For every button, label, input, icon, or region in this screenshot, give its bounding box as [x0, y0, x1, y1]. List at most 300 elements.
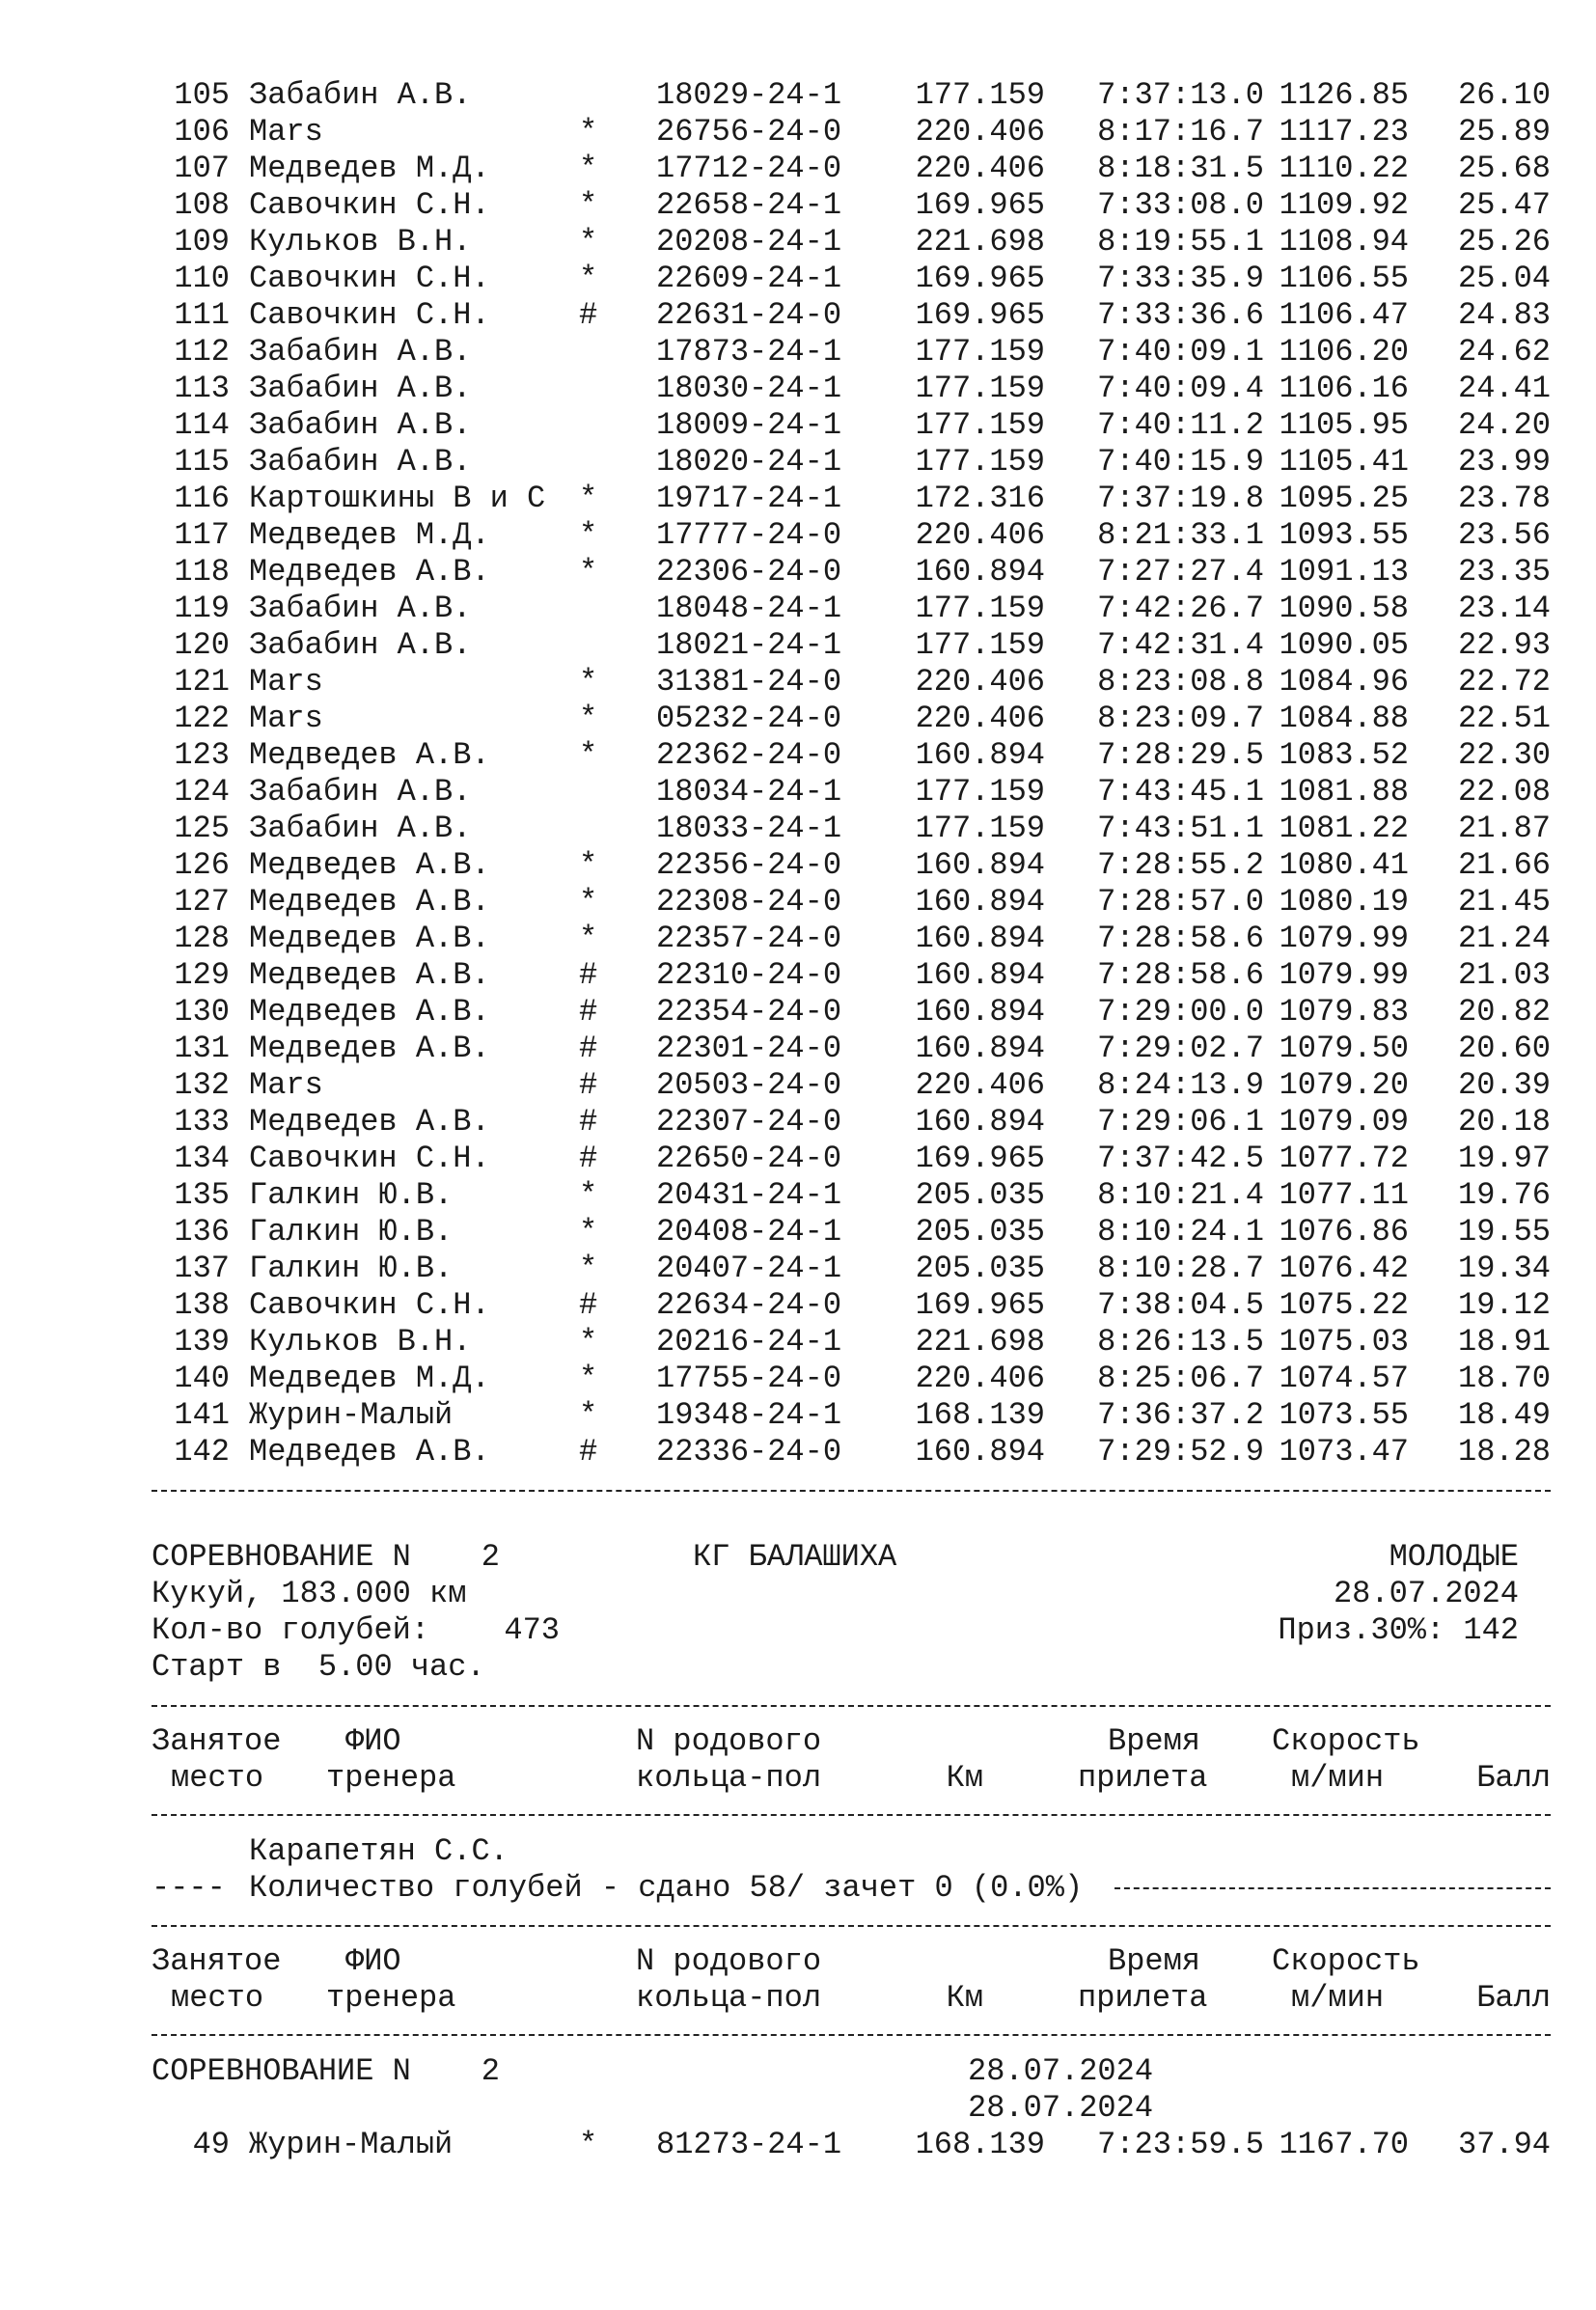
cell-ring: 18021-24-1	[656, 627, 842, 663]
cell-time: 8:17:16.7	[1097, 114, 1264, 150]
cell-points: 21.87	[1457, 811, 1551, 846]
cell-km: 160.894	[915, 847, 1045, 883]
cell-speed: 1117.23	[1279, 114, 1409, 150]
cell-name: Журин-Малый	[249, 2127, 454, 2162]
cell-ring: 18020-24-1	[656, 444, 842, 480]
cell-time: 8:18:31.5	[1097, 151, 1264, 186]
cell-speed: 1109.92	[1279, 187, 1409, 223]
cell-speed: 1110.22	[1279, 151, 1409, 186]
column-header: Занятое ФИО N родового Время Скорость	[151, 1723, 1420, 1759]
cell-speed: 1079.99	[1279, 921, 1409, 956]
cell-ring: 22357-24-0	[656, 921, 842, 956]
cell-points: 23.56	[1457, 517, 1551, 553]
cell-points: 25.68	[1457, 151, 1551, 186]
cell-time: 8:10:24.1	[1097, 1214, 1264, 1250]
cell-points: 24.83	[1457, 297, 1551, 333]
cell-speed: 1074.57	[1279, 1361, 1409, 1396]
cell-points: 18.70	[1457, 1361, 1551, 1396]
race-date: 28.07.2024	[1333, 1576, 1519, 1611]
cell-time: 8:25:06.7	[1097, 1361, 1264, 1396]
cell-time: 7:37:42.5	[1097, 1141, 1264, 1176]
cell-ring: 22362-24-0	[656, 737, 842, 773]
cell-mark: *	[579, 481, 598, 516]
cell-place: 107	[174, 151, 230, 186]
cell-ring: 22336-24-0	[656, 1434, 842, 1470]
cell-mark: #	[579, 957, 598, 993]
cell-place: 108	[174, 187, 230, 223]
cell-km: 160.894	[915, 554, 1045, 590]
cell-place: 114	[174, 407, 230, 443]
cell-ring: 20503-24-0	[656, 1067, 842, 1103]
cell-km: 205.035	[915, 1251, 1045, 1286]
cell-place: 112	[174, 334, 230, 370]
cell-km: 169.965	[915, 1287, 1045, 1323]
cell-speed: 1126.85	[1279, 77, 1409, 113]
cell-points: 21.24	[1457, 921, 1551, 956]
club-name: КГ БАЛАШИХА	[693, 1539, 897, 1575]
cell-name: Забабин А.В.	[249, 334, 472, 370]
cell-time: 7:36:37.2	[1097, 1397, 1264, 1433]
cell-points: 23.99	[1457, 444, 1551, 480]
cell-points: 20.82	[1457, 994, 1551, 1030]
birds-label: Кол-во голубей:	[151, 1612, 430, 1648]
cell-mark: *	[579, 847, 598, 883]
cell-speed: 1167.70	[1279, 2127, 1409, 2162]
cell-time: 8:24:13.9	[1097, 1067, 1264, 1103]
cell-speed: 1079.09	[1279, 1104, 1409, 1140]
cell-points: 19.97	[1457, 1141, 1551, 1176]
cell-mark: *	[579, 737, 598, 773]
cell-name: Забабин А.В.	[249, 811, 472, 846]
cell-speed: 1075.22	[1279, 1287, 1409, 1323]
cell-speed: 1084.88	[1279, 701, 1409, 736]
cell-points: 25.04	[1457, 261, 1551, 296]
cell-time: 7:40:09.1	[1097, 334, 1264, 370]
cell-km: 172.316	[915, 481, 1045, 516]
trainer-summary: ---- Количество голубей - сдано 58/ зачет 0 (0.0%)	[0, 1870, 74, 1907]
cell-km: 177.159	[915, 371, 1045, 406]
competition-title: СОРЕВНОВАНИЕ N	[151, 1539, 411, 1575]
cell-points: 21.45	[1457, 884, 1551, 920]
cell-name: Кульков В.Н.	[249, 224, 472, 260]
cell-speed: 1106.20	[1279, 334, 1409, 370]
cell-ring: 18029-24-1	[656, 77, 842, 113]
cell-time: 8:23:09.7	[1097, 701, 1264, 736]
cell-time: 7:28:55.2	[1097, 847, 1264, 883]
cell-place: 116	[174, 481, 230, 516]
cell-km: 220.406	[915, 701, 1045, 736]
cell-points: 20.39	[1457, 1067, 1551, 1103]
cell-name: Медведев А.В.	[249, 1434, 490, 1470]
cell-speed: 1084.96	[1279, 664, 1409, 700]
cell-name: Медведев М.Д.	[249, 1361, 490, 1396]
cell-km: 220.406	[915, 1067, 1045, 1103]
cell-speed: 1095.25	[1279, 481, 1409, 516]
cell-time: 8:26:13.5	[1097, 1324, 1264, 1360]
cell-km: 160.894	[915, 994, 1045, 1030]
cell-mark: *	[579, 1214, 598, 1250]
cell-mark: *	[579, 701, 598, 736]
cell-place: 139	[174, 1324, 230, 1360]
trainer-name: Карапетян С.С.	[249, 1833, 509, 1869]
cell-ring: 20431-24-1	[656, 1177, 842, 1213]
cell-name: Медведев А.В.	[249, 994, 490, 1030]
cell-mark: *	[579, 1397, 598, 1433]
cell-place: 142	[174, 1434, 230, 1470]
cell-place: 110	[174, 261, 230, 296]
cell-time: 7:33:08.0	[1097, 187, 1264, 223]
cell-points: 23.14	[1457, 591, 1551, 626]
cell-time: 7:28:58.6	[1097, 921, 1264, 956]
cell-ring: 20216-24-1	[656, 1324, 842, 1360]
cell-name: Медведев А.В.	[249, 847, 490, 883]
cell-time: 7:28:57.0	[1097, 884, 1264, 920]
cell-km: 221.698	[915, 224, 1045, 260]
cell-place: 129	[174, 957, 230, 993]
cell-time: 8:19:55.1	[1097, 224, 1264, 260]
cell-mark: *	[579, 261, 598, 296]
cell-points: 19.76	[1457, 1177, 1551, 1213]
cell-mark: #	[579, 1141, 598, 1176]
race-location: Кукуй, 183.000 км	[151, 1576, 467, 1611]
cell-mark: *	[579, 187, 598, 223]
cell-km: 220.406	[915, 1361, 1045, 1396]
cell-ring: 18033-24-1	[656, 811, 842, 846]
cell-name: Галкин Ю.В.	[249, 1214, 454, 1250]
cell-place: 124	[174, 774, 230, 810]
cell-mark: *	[579, 1324, 598, 1360]
cell-ring: 22354-24-0	[656, 994, 842, 1030]
cell-ring: 19348-24-1	[656, 1397, 842, 1433]
cell-place: 117	[174, 517, 230, 553]
cell-km: 177.159	[915, 591, 1045, 626]
cell-km: 160.894	[915, 884, 1045, 920]
cell-mark: *	[579, 224, 598, 260]
cell-place: 106	[174, 114, 230, 150]
cell-speed: 1093.55	[1279, 517, 1409, 553]
cell-mark: *	[579, 884, 598, 920]
cell-place: 123	[174, 737, 230, 773]
cell-name: Забабин А.В.	[249, 77, 472, 113]
cell-speed: 1077.11	[1279, 1177, 1409, 1213]
cell-speed: 1073.47	[1279, 1434, 1409, 1470]
cell-speed: 1081.88	[1279, 774, 1409, 810]
cell-speed: 1108.94	[1279, 224, 1409, 260]
cell-mark: #	[579, 297, 598, 333]
cell-km: 160.894	[915, 921, 1045, 956]
cell-ring: 20208-24-1	[656, 224, 842, 260]
cell-km: 177.159	[915, 334, 1045, 370]
cell-time: 7:29:52.9	[1097, 1434, 1264, 1470]
cell-place: 136	[174, 1214, 230, 1250]
cell-km: 220.406	[915, 664, 1045, 700]
cell-mark: *	[579, 151, 598, 186]
cell-name: Медведев А.В.	[249, 554, 490, 590]
cell-ring: 20408-24-1	[656, 1214, 842, 1250]
cell-km: 160.894	[915, 737, 1045, 773]
divider	[151, 1705, 1551, 1707]
cell-name: Кульков В.Н.	[249, 1324, 472, 1360]
cell-speed: 1079.50	[1279, 1031, 1409, 1066]
cell-points: 20.18	[1457, 1104, 1551, 1140]
cell-speed: 1076.42	[1279, 1251, 1409, 1286]
cell-ring: 22650-24-0	[656, 1141, 842, 1176]
cell-points: 23.35	[1457, 554, 1551, 590]
cell-name: Mars	[249, 701, 323, 736]
cell-points: 19.12	[1457, 1287, 1551, 1323]
cell-name: Медведев А.В.	[249, 1104, 490, 1140]
cell-mark: *	[579, 554, 598, 590]
cell-km: 169.965	[915, 297, 1045, 333]
cell-time: 7:43:45.1	[1097, 774, 1264, 810]
cell-mark: #	[579, 1104, 598, 1140]
cell-time: 8:10:21.4	[1097, 1177, 1264, 1213]
cell-ring: 26756-24-0	[656, 114, 842, 150]
cell-name: Галкин Ю.В.	[249, 1251, 454, 1286]
cell-place: 121	[174, 664, 230, 700]
cell-points: 22.30	[1457, 737, 1551, 773]
divider	[151, 1925, 1551, 1927]
cell-name: Забабин А.В.	[249, 774, 472, 810]
cell-mark: *	[579, 664, 598, 700]
cell-speed: 1083.52	[1279, 737, 1409, 773]
cell-points: 22.08	[1457, 774, 1551, 810]
cell-time: 7:29:00.0	[1097, 994, 1264, 1030]
cell-speed: 1077.72	[1279, 1141, 1409, 1176]
cell-km: 160.894	[915, 1104, 1045, 1140]
cell-name: Медведев А.В.	[249, 1031, 490, 1066]
cell-km: 168.139	[915, 1397, 1045, 1433]
cell-name: Медведев А.В.	[249, 737, 490, 773]
cell-km: 160.894	[915, 1031, 1045, 1066]
cell-speed: 1073.55	[1279, 1397, 1409, 1433]
cell-speed: 1091.13	[1279, 554, 1409, 590]
cell-place: 49	[192, 2127, 230, 2162]
cell-mark: *	[579, 1251, 598, 1286]
cell-name: Галкин Ю.В.	[249, 1177, 454, 1213]
cell-km: 169.965	[915, 261, 1045, 296]
cell-km: 160.894	[915, 1434, 1045, 1470]
cell-place: 113	[174, 371, 230, 406]
cell-place: 131	[174, 1031, 230, 1066]
cell-speed: 1090.05	[1279, 627, 1409, 663]
cell-name: Забабин А.В.	[249, 371, 472, 406]
cell-ring: 18034-24-1	[656, 774, 842, 810]
cell-points: 19.34	[1457, 1251, 1551, 1286]
cell-km: 220.406	[915, 114, 1045, 150]
cell-place: 115	[174, 444, 230, 480]
cell-name: Забабин А.В.	[249, 591, 472, 626]
cell-points: 24.62	[1457, 334, 1551, 370]
cell-time: 7:40:15.9	[1097, 444, 1264, 480]
cell-ring: 18048-24-1	[656, 591, 842, 626]
cell-time: 7:29:02.7	[1097, 1031, 1264, 1066]
cell-mark: #	[579, 1434, 598, 1470]
cell-ring: 22308-24-0	[656, 884, 842, 920]
column-header: Занятое ФИО N родового Время Скорость	[151, 1943, 1420, 1979]
cell-points: 18.28	[1457, 1434, 1551, 1470]
cell-time: 7:37:13.0	[1097, 77, 1264, 113]
cell-place: 127	[174, 884, 230, 920]
cell-speed: 1106.47	[1279, 297, 1409, 333]
cell-name: Медведев М.Д.	[249, 517, 490, 553]
cell-name: Забабин А.В.	[249, 444, 472, 480]
cell-place: 105	[174, 77, 230, 113]
cell-place: 134	[174, 1141, 230, 1176]
cell-km: 177.159	[915, 407, 1045, 443]
cell-speed: 1080.19	[1279, 884, 1409, 920]
cell-speed: 1079.20	[1279, 1067, 1409, 1103]
cell-ring: 17712-24-0	[656, 151, 842, 186]
cell-name: Савочкин С.Н.	[249, 1287, 490, 1323]
cell-km: 177.159	[915, 811, 1045, 846]
cell-ring: 81273-24-1	[656, 2127, 842, 2162]
cell-name: Савочкин С.Н.	[249, 297, 490, 333]
cell-km: 168.139	[915, 2127, 1045, 2162]
cell-speed: 1079.83	[1279, 994, 1409, 1030]
cell-place: 133	[174, 1104, 230, 1140]
cell-km: 221.698	[915, 1324, 1045, 1360]
cell-place: 122	[174, 701, 230, 736]
cell-place: 111	[174, 297, 230, 333]
cell-points: 25.26	[1457, 224, 1551, 260]
cell-ring: 18030-24-1	[656, 371, 842, 406]
cell-km: 205.035	[915, 1177, 1045, 1213]
cell-km: 177.159	[915, 77, 1045, 113]
cell-km: 205.035	[915, 1214, 1045, 1250]
competition-header	[0, 1539, 1519, 1576]
cell-points: 22.72	[1457, 664, 1551, 700]
cell-km: 220.406	[915, 151, 1045, 186]
cell-points: 21.66	[1457, 847, 1551, 883]
cell-ring: 22658-24-1	[656, 187, 842, 223]
cell-time: 7:23:59.5	[1097, 2127, 1264, 2162]
cell-time: 7:28:29.5	[1097, 737, 1264, 773]
cell-mark: *	[579, 1177, 598, 1213]
cell-time: 7:43:51.1	[1097, 811, 1264, 846]
cell-speed: 1076.86	[1279, 1214, 1409, 1250]
cell-place: 132	[174, 1067, 230, 1103]
cell-speed: 1106.16	[1279, 371, 1409, 406]
category: МОЛОДЫЕ	[1389, 1539, 1519, 1575]
cell-km: 169.965	[915, 187, 1045, 223]
cell-points: 23.78	[1457, 481, 1551, 516]
cell-ring: 22634-24-0	[656, 1287, 842, 1323]
cell-ring: 19717-24-1	[656, 481, 842, 516]
cell-time: 7:37:19.8	[1097, 481, 1264, 516]
cell-time: 7:27:27.4	[1097, 554, 1264, 590]
cell-time: 7:42:26.7	[1097, 591, 1264, 626]
competition-number: 2	[481, 1539, 500, 1575]
cell-km: 220.406	[915, 517, 1045, 553]
cell-points: 19.55	[1457, 1214, 1551, 1250]
cell-time: 7:29:06.1	[1097, 1104, 1264, 1140]
cell-name: Савочкин С.Н.	[249, 1141, 490, 1176]
cell-name: Журин-Малый	[249, 1397, 454, 1433]
cell-ring: 05232-24-0	[656, 701, 842, 736]
cell-ring: 22310-24-0	[656, 957, 842, 993]
cell-place: 140	[174, 1361, 230, 1396]
divider	[151, 2034, 1551, 2036]
cell-km: 177.159	[915, 774, 1045, 810]
cell-points: 37.94	[1457, 2127, 1551, 2162]
cell-name: Забабин А.В.	[249, 407, 472, 443]
cell-time: 8:21:33.1	[1097, 517, 1264, 553]
cell-ring: 22307-24-0	[656, 1104, 842, 1140]
cell-km: 177.159	[915, 444, 1045, 480]
cell-ring: 31381-24-0	[656, 664, 842, 700]
cell-points: 22.51	[1457, 701, 1551, 736]
cell-place: 109	[174, 224, 230, 260]
divider	[151, 1814, 1551, 1816]
cell-mark: *	[579, 517, 598, 553]
cell-speed: 1080.41	[1279, 847, 1409, 883]
cell-speed: 1105.95	[1279, 407, 1409, 443]
cell-name: Медведев А.В.	[249, 884, 490, 920]
cell-ring: 17873-24-1	[656, 334, 842, 370]
cell-place: 126	[174, 847, 230, 883]
cell-place: 120	[174, 627, 230, 663]
cell-name: Савочкин С.Н.	[249, 261, 490, 296]
cell-points: 24.20	[1457, 407, 1551, 443]
cell-mark: #	[579, 1067, 598, 1103]
cell-points: 21.03	[1457, 957, 1551, 993]
cell-points: 26.10	[1457, 77, 1551, 113]
cell-place: 137	[174, 1251, 230, 1286]
cell-name: Картошкины В и С	[249, 481, 546, 516]
cell-name: Медведев А.В.	[249, 957, 490, 993]
cell-km: 177.159	[915, 627, 1045, 663]
cell-ring: 18009-24-1	[656, 407, 842, 443]
cell-mark: #	[579, 1031, 598, 1066]
cell-points: 20.60	[1457, 1031, 1551, 1066]
cell-time: 8:10:28.7	[1097, 1251, 1264, 1286]
cell-name: Савочкин С.Н.	[249, 187, 490, 223]
cell-ring: 17777-24-0	[656, 517, 842, 553]
cell-points: 24.41	[1457, 371, 1551, 406]
cell-mark: #	[579, 994, 598, 1030]
cell-place: 141	[174, 1397, 230, 1433]
divider	[151, 1490, 1551, 1492]
cell-ring: 22356-24-0	[656, 847, 842, 883]
cell-mark: *	[579, 114, 598, 150]
cell-speed: 1081.22	[1279, 811, 1409, 846]
cell-ring: 22301-24-0	[656, 1031, 842, 1066]
cell-place: 119	[174, 591, 230, 626]
cell-speed: 1105.41	[1279, 444, 1409, 480]
cell-mark: *	[579, 2127, 598, 2162]
cell-name: Mars	[249, 664, 323, 700]
prize-info: Приз.30%: 142	[1278, 1612, 1519, 1648]
cell-points: 22.93	[1457, 627, 1551, 663]
cell-name: Забабин А.В.	[249, 627, 472, 663]
cell-speed: 1079.99	[1279, 957, 1409, 993]
cell-name: Mars	[249, 114, 323, 150]
cell-time: 7:40:11.2	[1097, 407, 1264, 443]
cell-name: Медведев А.В.	[249, 921, 490, 956]
cell-mark: #	[579, 1287, 598, 1323]
cell-name: Mars	[249, 1067, 323, 1103]
cell-km: 169.965	[915, 1141, 1045, 1176]
cell-points: 18.49	[1457, 1397, 1551, 1433]
cell-time: 7:42:31.4	[1097, 627, 1264, 663]
cell-time: 7:33:36.6	[1097, 297, 1264, 333]
cell-time: 7:33:35.9	[1097, 261, 1264, 296]
cell-place: 138	[174, 1287, 230, 1323]
cell-ring: 22306-24-0	[656, 554, 842, 590]
second-competition-header: СОРЕВНОВАНИЕ N 2 28.07.2024	[151, 2053, 1154, 2089]
cell-points: 18.91	[1457, 1324, 1551, 1360]
